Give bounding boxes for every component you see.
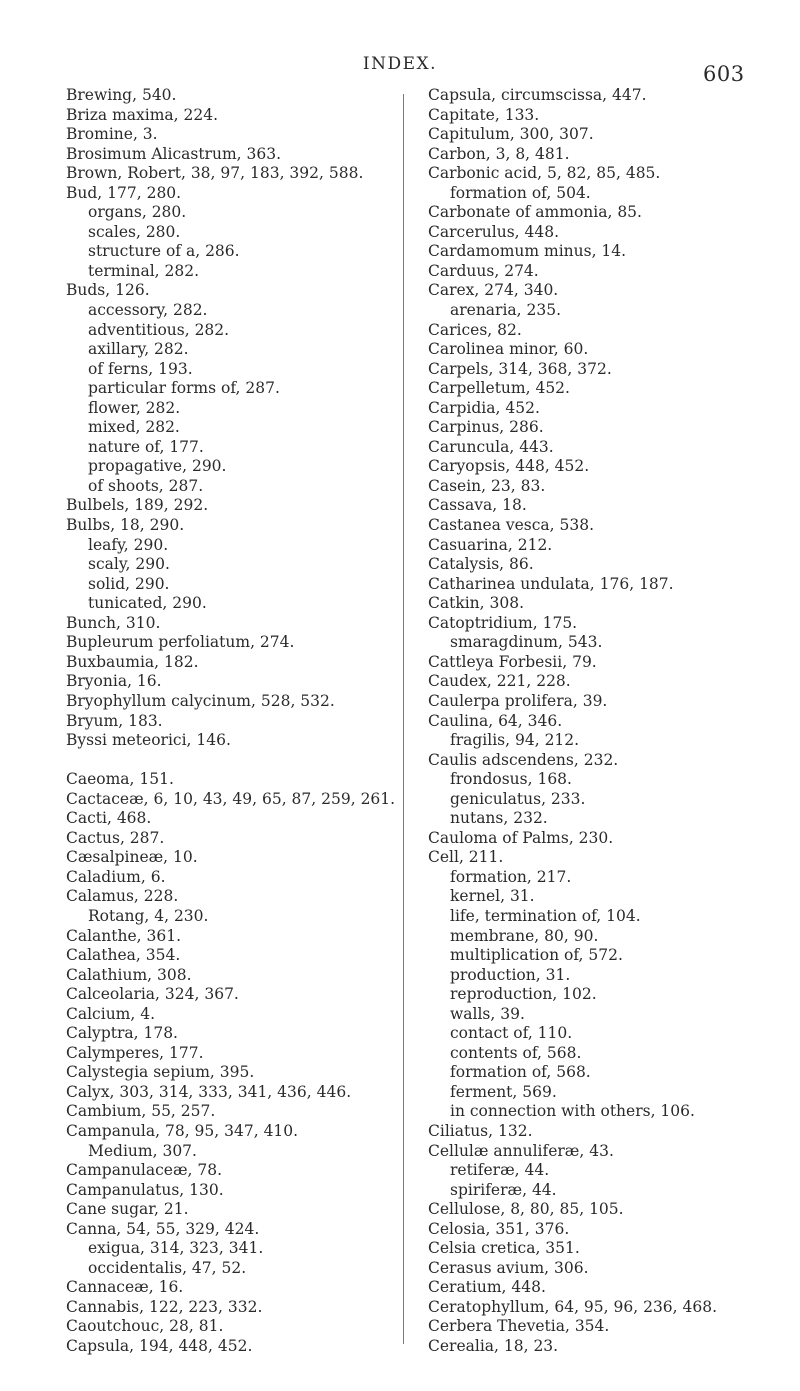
index-subentry: Medium, 307. — [88, 1141, 197, 1160]
index-subentry: in connection with others, 106. — [450, 1102, 695, 1121]
index-entry: Cell, 211. — [428, 848, 504, 867]
index-subentry: adventitious, 282. — [88, 320, 230, 339]
index-entry: Cerealia, 18, 23. — [428, 1337, 559, 1355]
index-entry: Caulis adscendens, 232. — [428, 750, 619, 769]
index-entry: Caryopsis, 448, 452. — [428, 457, 590, 476]
index-subentry: scaly, 290. — [88, 555, 170, 574]
index-entry: Cæsalpineæ, 10. — [66, 848, 198, 867]
index-subentry: spiriferæ, 44. — [450, 1180, 557, 1199]
index-entry: Bromine, 3. — [66, 125, 158, 144]
index-subentry: membrane, 80, 90. — [450, 926, 599, 945]
index-subentry: smaragdinum, 543. — [450, 633, 603, 652]
page-number: 603 — [703, 62, 745, 86]
index-entry: Capitate, 133. — [428, 105, 540, 124]
index-subentry: scales, 280. — [88, 222, 181, 241]
index-subentry: terminal, 282. — [88, 261, 200, 280]
index-entry: Cerbera Thevetia, 354. — [428, 1317, 610, 1336]
index-entry: Bryonia, 16. — [66, 672, 162, 691]
index-entry: Calathea, 354. — [66, 946, 181, 965]
index-subentry: of shoots, 287. — [88, 476, 204, 495]
index-subentry: multiplication of, 572. — [450, 946, 623, 965]
index-entry: Calymperes, 177. — [66, 1043, 204, 1062]
index-subentry: production, 31. — [450, 965, 571, 984]
index-entry: Capsula, circumscissa, 447. — [428, 86, 647, 104]
index-entry: Caulerpa prolifera, 39. — [428, 691, 608, 710]
index-subentry: retiferæ, 44. — [450, 1161, 550, 1180]
index-subentry: tunicated, 290. — [88, 594, 207, 613]
index-entry: Cane sugar, 21. — [66, 1200, 189, 1219]
index-subentry: organs, 280. — [88, 203, 187, 222]
column-divider — [403, 94, 404, 1344]
index-entry: Catkin, 308. — [428, 594, 525, 613]
index-entry: Briza maxima, 224. — [66, 105, 219, 124]
index-entry: Canna, 54, 55, 329, 424. — [66, 1219, 260, 1238]
index-entry: Carpels, 314, 368, 372. — [428, 359, 612, 378]
index-entry: Bulbs, 18, 290. — [66, 516, 185, 535]
index-entry: Calyx, 303, 314, 333, 341, 436, 446. — [66, 1082, 352, 1101]
index-subentry: life, termination of, 104. — [450, 906, 641, 925]
index-entry: Carbonate of ammonia, 85. — [428, 203, 642, 222]
index-entry: Catalysis, 86. — [428, 555, 534, 574]
index-entry: Caulina, 64, 346. — [428, 711, 563, 730]
index-subentry: leafy, 290. — [88, 535, 169, 554]
index-subentry: exigua, 314, 323, 341. — [88, 1239, 264, 1258]
index-subentry: reproduction, 102. — [450, 985, 597, 1004]
index-entry: Brewing, 540. — [66, 86, 177, 104]
index-subentry: formation of, 568. — [450, 1063, 591, 1082]
index-entry: Bud, 177, 280. — [66, 183, 182, 202]
index-entry: Brown, Robert, 38, 97, 183, 392, 588. — [66, 164, 364, 183]
index-entry: Ceratium, 448. — [428, 1278, 546, 1297]
index-subentry: mixed, 282. — [88, 418, 180, 437]
index-subentry: contents of, 568. — [450, 1043, 582, 1062]
index-subentry: occidentalis, 47, 52. — [88, 1258, 247, 1277]
index-entry: Cassava, 18. — [428, 496, 527, 515]
index-entry: Ciliatus, 132. — [428, 1121, 533, 1140]
index-entry: Buxbaumia, 182. — [66, 652, 199, 671]
index-entry: Carolinea minor, 60. — [428, 340, 589, 359]
index-entry: Campanula, 78, 95, 347, 410. — [66, 1121, 299, 1140]
index-subentry: structure of a, 286. — [88, 242, 240, 261]
index-entry: Caruncula, 443. — [428, 437, 554, 456]
index-subentry: accessory, 282. — [88, 301, 208, 320]
index-entry: Capitulum, 300, 307. — [428, 125, 594, 144]
index-entry: Caeoma, 151. — [66, 770, 174, 789]
index-entry: Calceolaria, 324, 367. — [66, 985, 239, 1004]
index-subentry: ferment, 569. — [450, 1082, 557, 1101]
index-entry: Cardamomum minus, 14. — [428, 242, 627, 261]
index-subentry: contact of, 110. — [450, 1024, 573, 1043]
index-entry: Cauloma of Palms, 230. — [428, 828, 614, 847]
index-entry: Carcerulus, 448. — [428, 222, 560, 241]
index-entry: Caladium, 6. — [66, 867, 166, 886]
index-subentry: kernel, 31. — [450, 887, 535, 906]
index-entry: Carex, 274, 340. — [428, 281, 559, 300]
index-entry: Calanthe, 361. — [66, 926, 182, 945]
index-entry: Cambium, 55, 257. — [66, 1102, 216, 1121]
index-entry: Bulbels, 189, 292. — [66, 496, 209, 515]
index-entry: Cerasus avium, 306. — [428, 1258, 589, 1277]
index-subentry: Rotang, 4, 230. — [88, 906, 209, 925]
index-entry: Cannabis, 122, 223, 332. — [66, 1297, 263, 1316]
index-entry: Cannaceæ, 16. — [66, 1278, 184, 1297]
index-entry: Bryum, 183. — [66, 711, 163, 730]
index-subentry: particular forms of, 287. — [88, 379, 280, 398]
index-entry: Capsula, 194, 448, 452. — [66, 1337, 253, 1355]
index-entry: Campanulatus, 130. — [66, 1180, 224, 1199]
index-entry: Celosia, 351, 376. — [428, 1219, 570, 1238]
index-entry: Bunch, 310. — [66, 613, 161, 632]
index-entry: Carices, 82. — [428, 320, 522, 339]
index-entry: Bupleurum perfoliatum, 274. — [66, 633, 295, 652]
index-column-right — [428, 86, 773, 1357]
index-column-left — [66, 86, 446, 1357]
index-entry: Cattleya Forbesii, 79. — [428, 652, 597, 671]
index-entry: Cellulose, 8, 80, 85, 105. — [428, 1200, 624, 1219]
running-head: INDEX. — [362, 54, 438, 74]
index-subentry: walls, 39. — [450, 1004, 525, 1023]
index-entry: Carpelletum, 452. — [428, 379, 570, 398]
index-entry: Buds, 126. — [66, 281, 150, 300]
index-entry: Casuarina, 212. — [428, 535, 553, 554]
index-subentry: flower, 282. — [88, 398, 181, 417]
index-entry: Ceratophyllum, 64, 95, 96, 236, 468. — [428, 1297, 718, 1316]
index-subentry: geniculatus, 233. — [450, 789, 586, 808]
index-entry: Carbon, 3, 8, 481. — [428, 144, 570, 163]
index-entry: Carpinus, 286. — [428, 418, 544, 437]
index-entry: Carbonic acid, 5, 82, 85, 485. — [428, 164, 661, 183]
index-subentry: fragilis, 94, 212. — [450, 731, 580, 750]
index-entry: Calcium, 4. — [66, 1004, 156, 1023]
index-entry: Calamus, 228. — [66, 887, 179, 906]
index-subentry: arenaria, 235. — [450, 301, 562, 320]
index-subentry: nature of, 177. — [88, 437, 204, 456]
index-entry: Caoutchouc, 28, 81. — [66, 1317, 224, 1336]
index-entry: Carduus, 274. — [428, 261, 539, 280]
index-subentry: frondosus, 168. — [450, 770, 572, 789]
index-entry: Celsia cretica, 351. — [428, 1239, 580, 1258]
index-entry: Byssi meteorici, 146. — [66, 731, 231, 750]
entry-gap — [66, 751, 446, 771]
index-entry: Cacti, 468. — [66, 809, 152, 828]
index-entry: Castanea vesca, 538. — [428, 516, 595, 535]
index-entry: Cellulæ annuliferæ, 43. — [428, 1141, 614, 1160]
index-subentry: propagative, 290. — [88, 457, 227, 476]
index-entry: Brosimum Alicastrum, 363. — [66, 144, 282, 163]
index-entry: Catoptridium, 175. — [428, 613, 578, 632]
index-subentry: nutans, 232. — [450, 809, 548, 828]
index-entry: Calystegia sepium, 395. — [66, 1063, 255, 1082]
index-subentry: formation of, 504. — [450, 183, 591, 202]
index-entry: Calyptra, 178. — [66, 1024, 178, 1043]
index-entry: Caudex, 221, 228. — [428, 672, 571, 691]
index-entry: Cactaceæ, 6, 10, 43, 49, 65, 87, 259, 261. — [66, 789, 396, 808]
index-entry: Carpidia, 452. — [428, 398, 540, 417]
index-entry: Casein, 23, 83. — [428, 476, 546, 495]
index-entry: Calathium, 308. — [66, 965, 192, 984]
index-subentry: axillary, 282. — [88, 340, 189, 359]
index-entry: Campanulaceæ, 78. — [66, 1161, 223, 1180]
index-subentry: formation, 217. — [450, 867, 572, 886]
index-subentry: of ferns, 193. — [88, 359, 193, 378]
index-entry: Catharinea undulata, 176, 187. — [428, 574, 674, 593]
index-subentry: solid, 290. — [88, 574, 170, 593]
index-entry: Cactus, 287. — [66, 828, 165, 847]
index-entry: Bryophyllum calycinum, 528, 532. — [66, 691, 335, 710]
